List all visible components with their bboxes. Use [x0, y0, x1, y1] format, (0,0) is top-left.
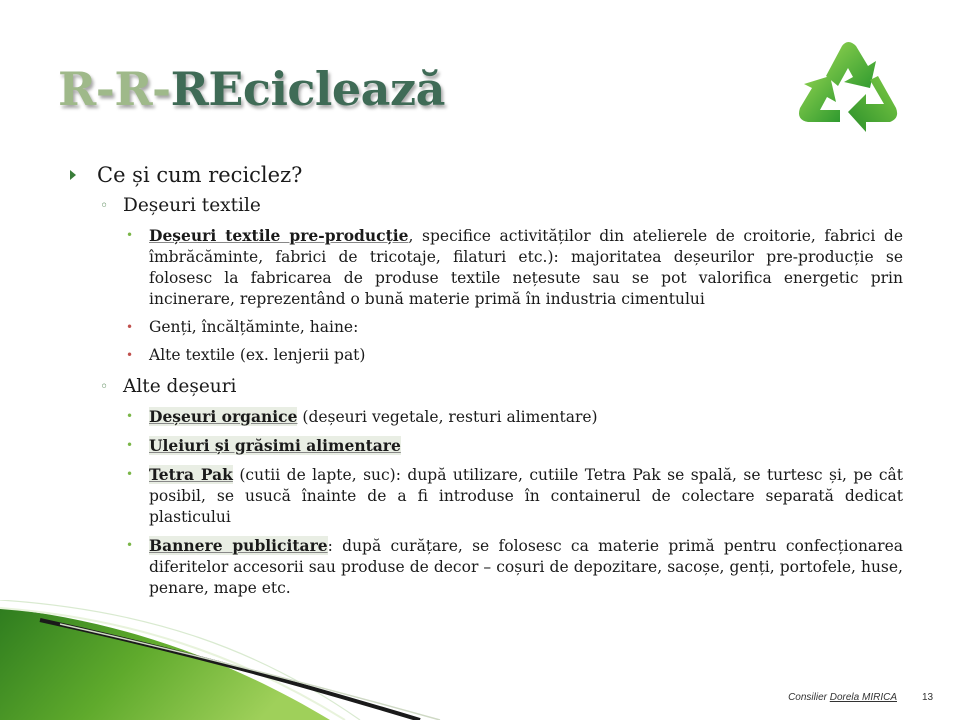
item-text: (deșeuri vegetale, resturi alimentare): [297, 408, 598, 426]
footer-author: [788, 692, 897, 703]
item-term: Uleiuri și grăsimi alimentare: [149, 436, 401, 455]
footer-prefix: Consilier: [788, 692, 830, 703]
list-item: [126, 406, 903, 428]
dot-bullet-icon: •: [126, 228, 134, 242]
slide-title: [58, 62, 445, 116]
item-term: Tetra Pak: [149, 465, 233, 484]
section-other: [100, 373, 910, 401]
recycle-icon: [786, 34, 912, 154]
dot-bullet-icon: •: [126, 538, 134, 552]
item-text: Genți, încălțăminte, haine:: [149, 318, 359, 336]
item-text: (cutii de lapte, suc): după utilizare, cutiile Tetra Pak se spală, se turtesc și, pe cât posibil, se usucă înainte de a fi introduse în containerul de colectare separată dedicat plasticului: [149, 466, 903, 526]
item-text: Alte textile (ex. lenjerii pat): [149, 346, 366, 364]
section-label: Alte deșeuri: [123, 376, 237, 397]
slide-content: [70, 160, 910, 606]
title-main: REciclează: [170, 62, 445, 116]
dot-bullet-icon: •: [126, 348, 134, 362]
list-item: [126, 435, 903, 457]
dot-bullet-icon: •: [126, 438, 134, 452]
item-term: Bannere publicitare: [149, 536, 328, 555]
item-text: : după curățare, se folosesc ca materie primă pentru confecționarea diferitelor accesorii sau produse de decor – coșuri de depozitare, sacoșe, genți, portofele, huse, penare, mape etc.: [149, 537, 903, 597]
dot-bullet-icon: •: [126, 467, 134, 481]
item-term: Deșeuri textile pre-producție: [149, 226, 409, 245]
arrow-bullet-icon: [70, 170, 76, 180]
item-term: Deșeuri organice: [149, 407, 298, 426]
section-label: Deșeuri textile: [123, 195, 261, 216]
dot-bullet-icon: •: [126, 409, 134, 423]
circle-bullet-icon: ◦: [100, 379, 109, 395]
section-textile: [100, 192, 910, 220]
main-bullet: [70, 160, 910, 190]
list-item: [126, 317, 903, 338]
list-item: [126, 535, 903, 599]
main-heading: Ce și cum reciclez?: [97, 163, 303, 187]
page-number: 13: [922, 692, 934, 703]
title-prefix: R-R-: [58, 62, 171, 116]
circle-bullet-icon: ◦: [100, 198, 109, 214]
item-text: , specifice activităților din atelierele de croitorie, fabrici de îmbrăcăminte, fabrici de tricotaje, filaturi etc.): majoritatea deșeurilor pre-producție se folosesc la fabricarea de produse textile nețesute sau se pot valorifica energetic prin incinerare, reprezentând o bună materie primă în industria cimentului: [149, 227, 903, 308]
footer-name: Dorela MIRICA: [829, 692, 897, 703]
list-item: [126, 464, 903, 528]
list-item: [126, 225, 903, 310]
list-item: [126, 345, 903, 366]
dot-bullet-icon: •: [126, 320, 134, 334]
